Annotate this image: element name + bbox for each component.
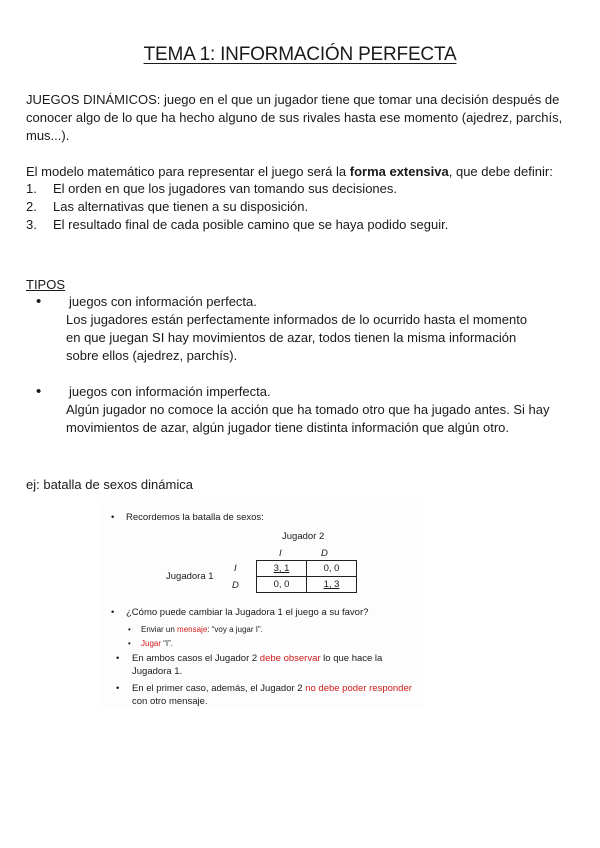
tipo-head: juegos con información imperfecta.: [69, 384, 271, 399]
bullet-icon: •: [116, 653, 120, 664]
player1-label: Jugadora 1: [166, 571, 214, 582]
bullet-icon: •: [128, 639, 131, 648]
list-text: El resultado final de cada posible camino que se haya podido seguir.: [53, 217, 449, 232]
table-cell: 3, 1: [257, 561, 307, 577]
intro-paragraph: JUEGOS DINÁMICOS: juego en el que un jugador tiene que tomar una decisión después de conocer algo de lo que ha hecho alguno de sus rivales hasta ese momento (ajedrez, parchís, mus...).: [26, 92, 563, 143]
table-row: [257, 561, 357, 577]
payoff-table: [256, 560, 357, 593]
p4-pre: En el primer caso, además, el Jugador 2: [132, 683, 306, 694]
p3-red: debe observar: [259, 653, 321, 664]
table-cell: 0, 0: [257, 577, 307, 593]
bullet-icon: •: [111, 607, 115, 618]
sub1-red: mensaje: [177, 625, 208, 634]
sub1-pre: Enviar un: [141, 625, 178, 634]
slide-p3: [132, 652, 412, 678]
list-item: [26, 216, 571, 234]
slide-sub2: [141, 637, 173, 650]
bullet-icon: •: [36, 383, 42, 400]
row-label-d: D: [232, 580, 239, 591]
model-suffix: , que debe definir:: [448, 164, 553, 179]
bullet-icon: •: [116, 683, 120, 694]
table-cell: 1, 3: [307, 577, 357, 593]
steps-list: [26, 180, 571, 234]
p3-post: lo que hace la Jugadora 1.: [132, 653, 383, 677]
list-item: [26, 198, 571, 216]
tipo-body: Los jugadores están perfectamente informados de lo ocurrido hasta el momento en que juegan SI hay movimientos de azar, todos tienen la misma información sobre ellos (ajedrez, parchís).: [66, 312, 528, 363]
col-label-d: D: [321, 548, 328, 559]
bullet-icon: •: [128, 625, 131, 634]
tipos-heading: TIPOS: [26, 277, 66, 292]
list-item: [26, 180, 571, 198]
row-label-i: I: [234, 563, 237, 574]
slide-recall: Recordemos la batalla de sexos:: [126, 512, 264, 523]
tipo-body: Algún jugador no comoce la acción que ha tomado otro que ha jugado antes. Si hay movimientos de azar, algún jugador tiene distinta información que algún otro.: [66, 402, 550, 435]
p3-pre: En ambos casos el Jugador 2: [132, 653, 260, 664]
list-number: 2.: [26, 199, 37, 214]
table-cell: 0, 0: [307, 561, 357, 577]
bullet-icon: •: [36, 293, 42, 310]
sub1-post: : “voy a jugar I”.: [207, 625, 263, 634]
p4-post: con otro mensaje.: [132, 696, 208, 707]
slide-sub1: [141, 623, 263, 636]
list-text: Las alternativas que tienen a su disposición.: [53, 199, 309, 214]
tipo-head: juegos con información perfecta.: [69, 294, 257, 309]
example-label: ej: batalla de sexos dinámica: [26, 477, 193, 492]
tipo-item-perfecta: [36, 293, 536, 365]
tipo-item-imperfecta: [36, 383, 551, 437]
slide-p4: [132, 682, 412, 708]
slide-question: ¿Cómo puede cambiar la Jugadora 1 el juego a su favor?: [126, 607, 369, 618]
page-title: TEMA 1: INFORMACIÓN PERFECTA: [143, 44, 457, 65]
list-number: 3.: [26, 217, 37, 232]
list-text: El orden en que los jugadores van tomando sus decisiones.: [53, 181, 397, 196]
table-row: [257, 577, 357, 593]
sub2-red: Jugar: [141, 639, 162, 648]
col-label-i: I: [279, 548, 282, 559]
p4-red: no debe poder responder: [305, 683, 412, 694]
model-prefix: El modelo matemático para representar el juego será la: [26, 164, 350, 179]
model-paragraph: [26, 163, 571, 181]
list-number: 1.: [26, 181, 37, 196]
sub2-post: “I”.: [161, 639, 174, 648]
model-bold: forma extensiva: [349, 164, 449, 179]
embedded-slide: [99, 502, 425, 709]
player2-label: Jugador 2: [282, 531, 325, 542]
bullet-icon: •: [111, 512, 115, 523]
